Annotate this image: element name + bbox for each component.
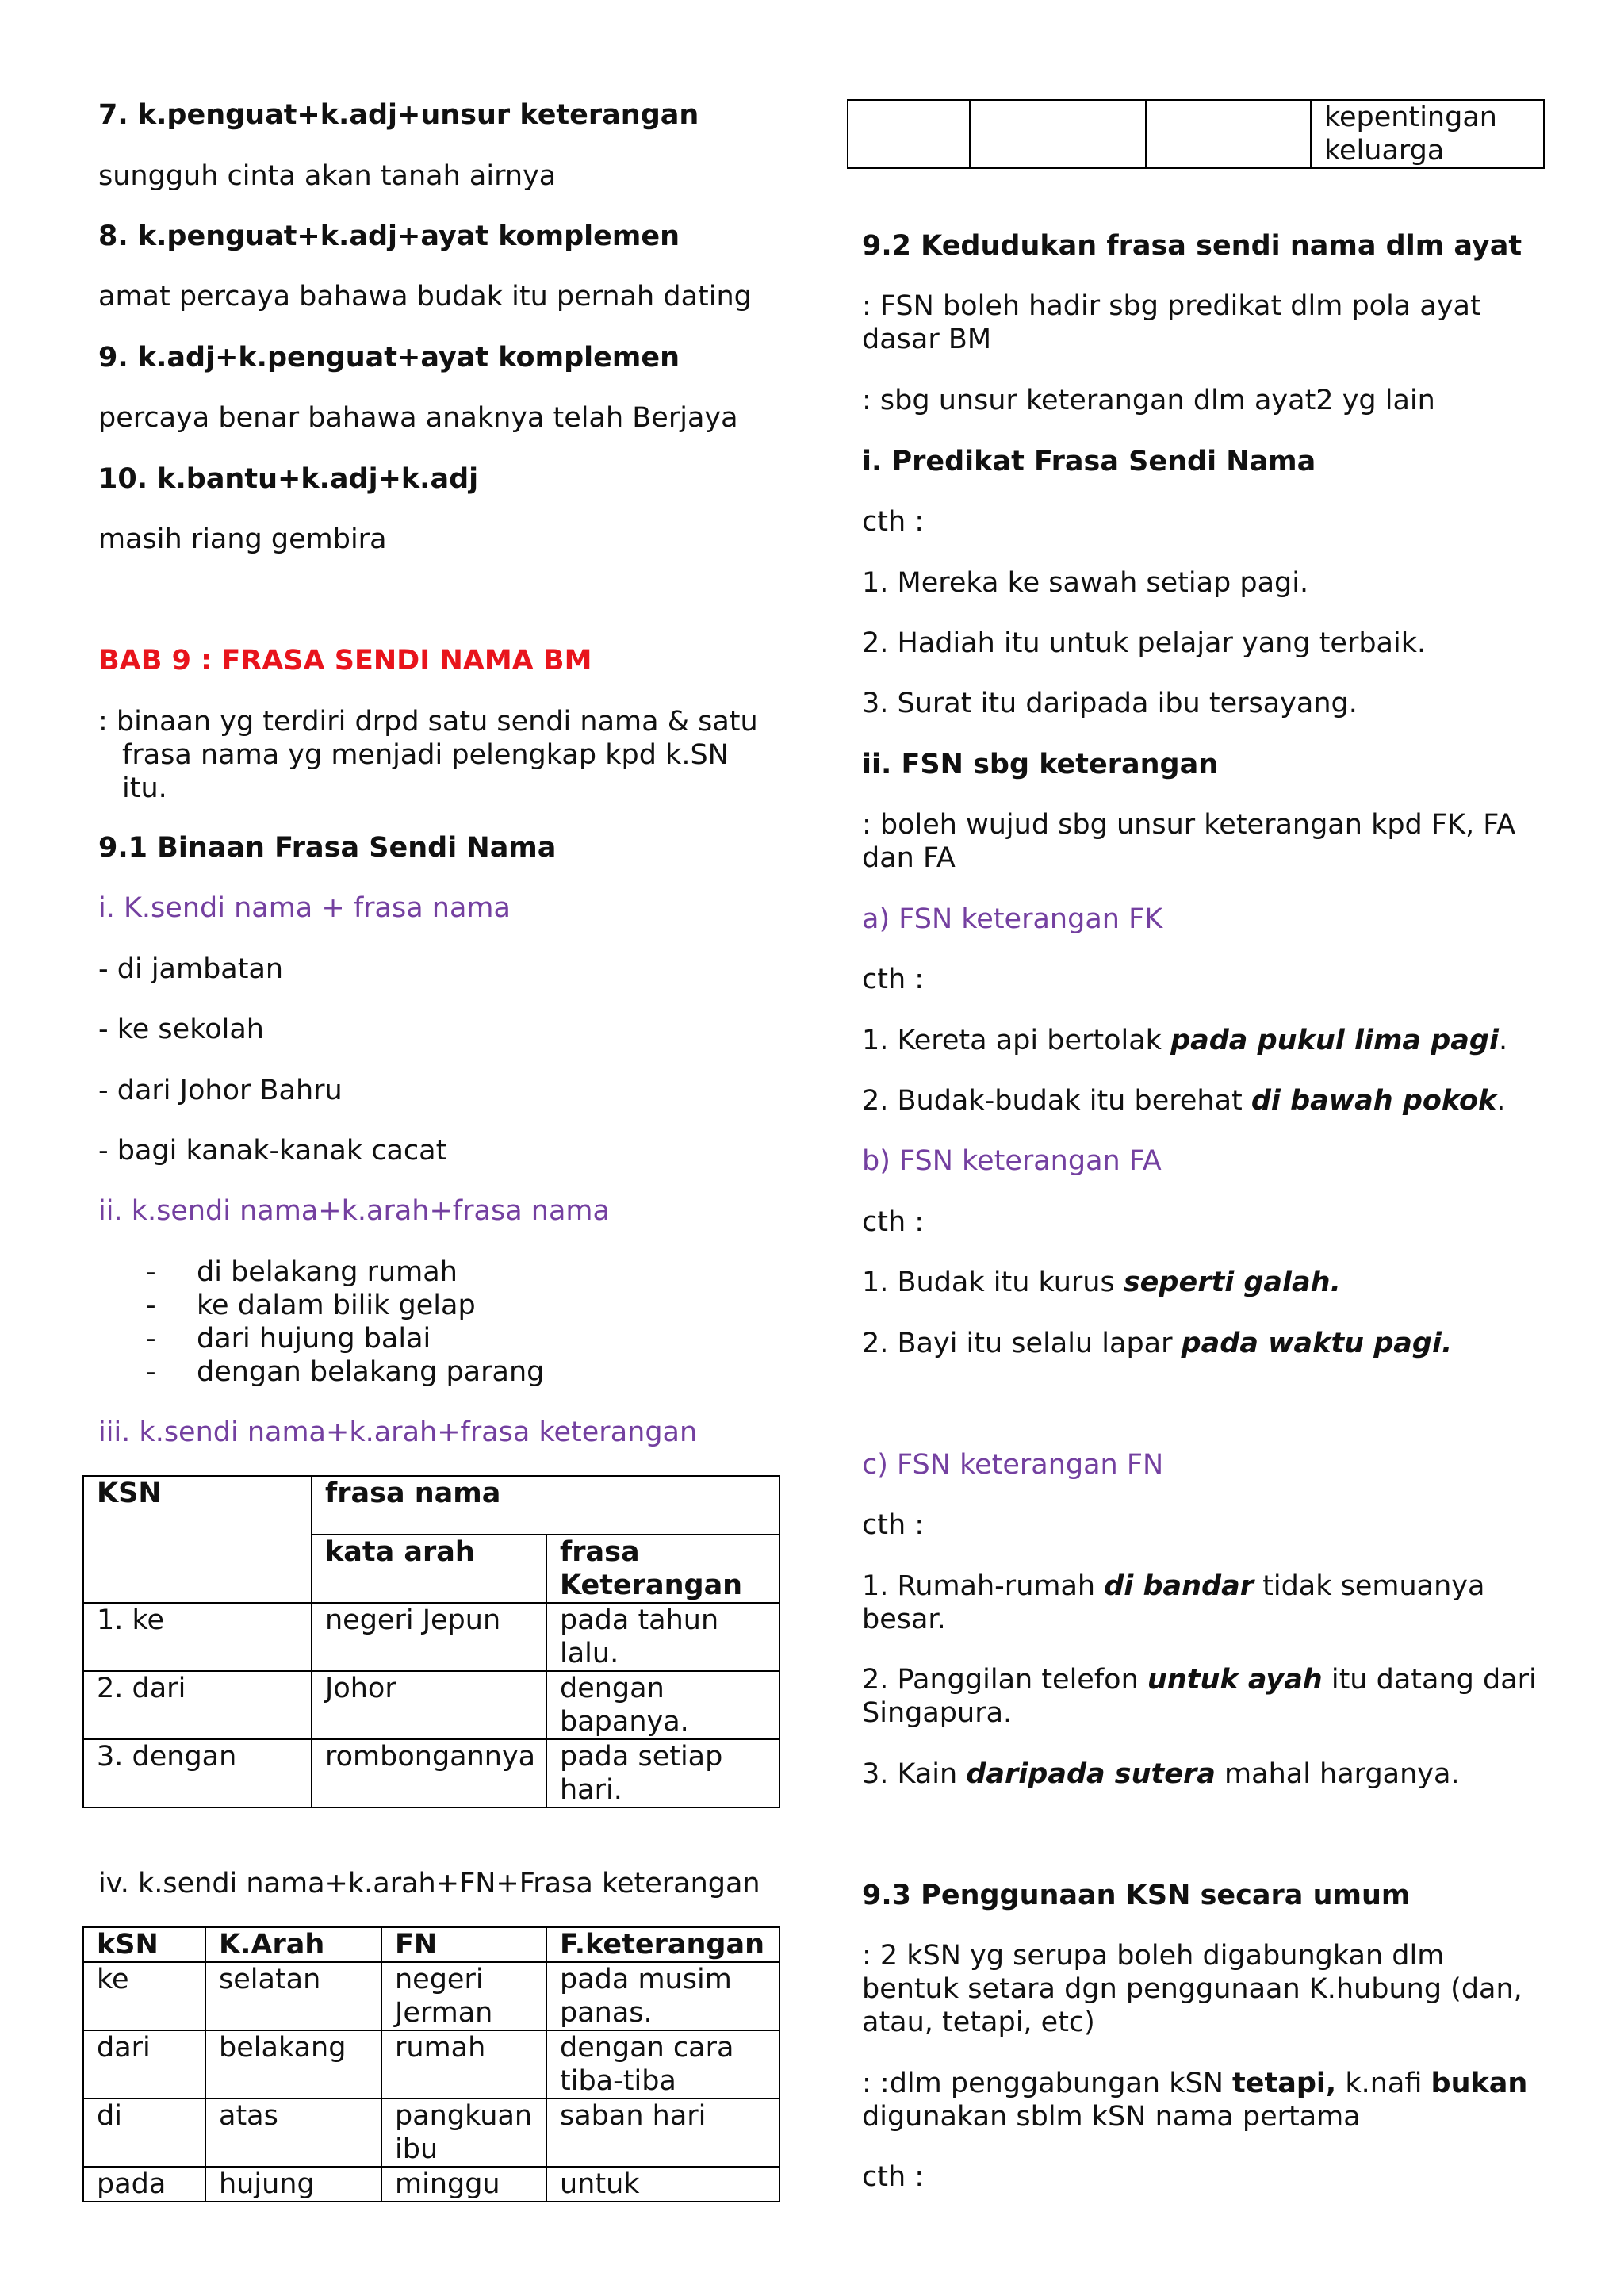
example-sentence: 2. Panggilan telefon untuk ayah itu datang dari Singapura.: [862, 1664, 1537, 1729]
table-header-kata-arah: kata arah: [312, 1535, 546, 1603]
paragraph: : 2 kSN yg serupa boleh digabungkan dlm bentuk setara dgn penggunaan K.hubung (dan, atau, tetapi, etc): [862, 1940, 1522, 2038]
table-cell: di: [83, 2099, 205, 2167]
section-9-2-heading: 9.2 Kedudukan frasa sendi nama dlm ayat: [862, 230, 1522, 262]
table-cell: rombongannya: [312, 1739, 546, 1807]
table-cell: [970, 100, 1146, 168]
pattern-10-heading: 10. k.bantu+k.adj+k.adj: [98, 463, 479, 495]
table-continuation: [847, 99, 1545, 169]
table-cell: pada: [83, 2167, 205, 2202]
section-9-1-heading: 9.1 Binaan Frasa Sendi Nama: [98, 832, 557, 864]
subtype-c-heading: c) FSN keterangan FN: [862, 1449, 1164, 1481]
subtype-iv-heading: iv. k.sendi nama+k.arah+FN+Frasa keterangan: [98, 1868, 760, 1899]
table-cell: [1146, 100, 1311, 168]
paragraph: : boleh wujud sbg unsur keterangan kpd FK, FA dan FA: [862, 809, 1516, 874]
table-cell: minggu: [381, 2167, 546, 2202]
table-row: [83, 1962, 779, 2030]
subsection-ii-heading: ii. FSN sbg keterangan: [862, 749, 1219, 780]
subtype-b-heading: b) FSN keterangan FA: [862, 1145, 1162, 1177]
table-cell: ke: [83, 1962, 205, 2030]
example-label: cth :: [862, 2161, 925, 2193]
chapter-definition: : binaan yg terdiri drpd satu sendi nama & satu frasa nama yg menjadi pelengkap kpd k.SN itu.: [98, 706, 758, 804]
table-cell: selatan: [205, 1962, 381, 2030]
table-cell: dari: [83, 2030, 205, 2099]
table-cell: negeri Jepun: [312, 1603, 546, 1671]
table-cell: 3. dengan: [83, 1739, 312, 1807]
table-header-ksn: KSN: [83, 1476, 312, 1603]
table-cell: saban hari: [546, 2099, 779, 2167]
example-sentence: 1. Budak itu kurus seperti galah.: [862, 1267, 1341, 1298]
table-cell: pada setiap hari.: [546, 1739, 779, 1807]
paragraph: : :dlm penggabungan kSN tetapi, k.nafi bukan digunakan sblm kSN nama pertama: [862, 2068, 1528, 2133]
table-cell: belakang: [205, 2030, 381, 2099]
example-sentence: 3. Kain daripada sutera mahal harganya.: [862, 1758, 1460, 1790]
table-row: [83, 2167, 779, 2202]
pattern-9-heading: 9. k.adj+k.penguat+ayat komplemen: [98, 342, 680, 374]
example-sentence: 2. Bayi itu selalu lapar pada waktu pagi.: [862, 1328, 1453, 1359]
table-cell: kepentingan keluarga: [1311, 100, 1544, 168]
table-cell: hujung: [205, 2167, 381, 2202]
table-cell: dengan cara tiba-tiba: [546, 2030, 779, 2099]
table-header: FN: [381, 1927, 546, 1962]
example-label: cth :: [862, 1206, 925, 1238]
table-header: F.keterangan: [546, 1927, 779, 1962]
table-cell: dengan bapanya.: [546, 1671, 779, 1739]
example-sentence: 1. Rumah-rumah di bandar tidak semuanya besar.: [862, 1570, 1485, 1635]
table-header: kSN: [83, 1927, 205, 1962]
paragraph: : sbg unsur keterangan dlm ayat2 yg lain: [862, 385, 1435, 416]
table-header-frasa-nama: frasa nama: [312, 1476, 779, 1535]
table-header-frasa-keterangan: frasa Keterangan: [546, 1535, 779, 1603]
table-cell: [848, 100, 970, 168]
table-row: [83, 2099, 779, 2167]
list-item: - bagi kanak-kanak cacat: [98, 1135, 447, 1167]
table-ksn-arah-fn-keterangan: [82, 1926, 780, 2202]
example-label: cth :: [862, 506, 925, 538]
table-cell: 1. ke: [83, 1603, 312, 1671]
table-cell: negeri Jerman: [381, 1962, 546, 2030]
table-ksn-arah-keterangan: [82, 1475, 780, 1808]
pattern-10-example: masih riang gembira: [98, 523, 387, 555]
subtype-iii-heading: iii. k.sendi nama+k.arah+frasa keterangan: [98, 1416, 698, 1448]
table-cell: Johor: [312, 1671, 546, 1739]
example-sentence: 2. Budak-budak itu berehat di bawah pokok.: [862, 1085, 1506, 1117]
pattern-9-example: percaya benar bahawa anaknya telah Berjaya: [98, 402, 738, 434]
table-cell: rumah: [381, 2030, 546, 2099]
pattern-7-heading: 7. k.penguat+k.adj+unsur keterangan: [98, 99, 699, 131]
example-sentence: 1. Kereta api bertolak pada pukul lima pagi.: [862, 1025, 1508, 1056]
subsection-i-heading: i. Predikat Frasa Sendi Nama: [862, 446, 1316, 477]
list-item: - ke sekolah: [98, 1014, 264, 1045]
paragraph: : FSN boleh hadir sbg predikat dlm pola ayat dasar BM: [862, 290, 1481, 355]
pattern-8-example: amat percaya bahawa budak itu pernah dating: [98, 281, 752, 312]
chapter-title: BAB 9 : FRASA SENDI NAMA BM: [98, 645, 592, 677]
table-cell: pada tahun lalu.: [546, 1603, 779, 1671]
table-cell: atas: [205, 2099, 381, 2167]
subtype-ii-heading: ii. k.sendi nama+k.arah+frasa nama: [98, 1195, 610, 1227]
table-row: [83, 1671, 779, 1739]
section-9-3-heading: 9.3 Penggunaan KSN secara umum: [862, 1880, 1411, 1911]
pattern-7-example: sungguh cinta akan tanah airnya: [98, 160, 557, 192]
table-cell: untuk: [546, 2167, 779, 2202]
table-cell: pada musim panas.: [546, 1962, 779, 2030]
table-row: [848, 100, 1544, 168]
subtype-a-heading: a) FSN keterangan FK: [862, 903, 1163, 935]
table-row: [83, 1739, 779, 1807]
table-header: K.Arah: [205, 1927, 381, 1962]
table-row: [83, 2030, 779, 2099]
list-item: - dari Johor Bahru: [98, 1075, 343, 1106]
pattern-8-heading: 8. k.penguat+k.adj+ayat komplemen: [98, 220, 680, 252]
example-sentence: 2. Hadiah itu untuk pelajar yang terbaik.: [862, 627, 1427, 659]
list-item: - di jambatan: [98, 953, 284, 985]
table-cell: pangkuan ibu: [381, 2099, 546, 2167]
table-cell: 2. dari: [83, 1671, 312, 1739]
subtype-i-heading: i. K.sendi nama + frasa nama: [98, 892, 511, 924]
example-label: cth :: [862, 964, 925, 995]
example-label: cth :: [862, 1509, 925, 1541]
example-sentence: 3. Surat itu daripada ibu tersayang.: [862, 688, 1358, 719]
example-sentence: 1. Mereka ke sawah setiap pagi.: [862, 567, 1309, 599]
table-row: [83, 1603, 779, 1671]
